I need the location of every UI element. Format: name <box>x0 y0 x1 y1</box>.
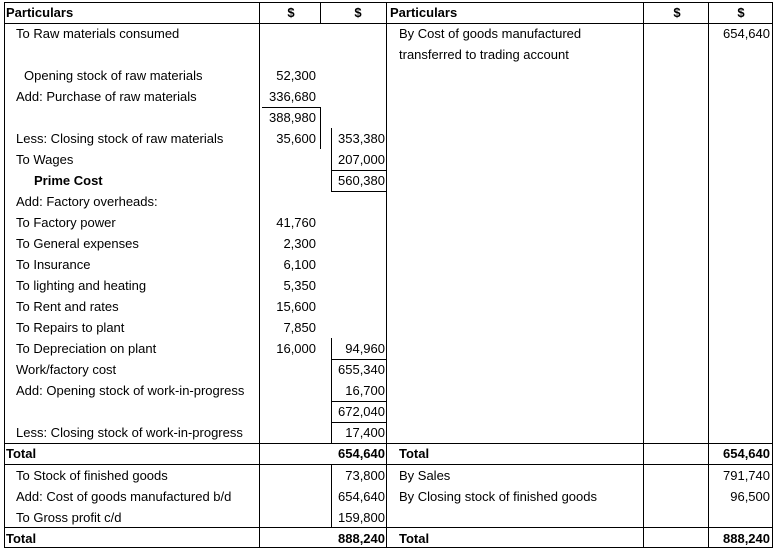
left-row-amount-col1 <box>262 380 316 401</box>
left-row-label: Add: Purchase of raw materials <box>16 89 197 104</box>
left-row-label: Add: Opening stock of work-in-progress <box>16 383 245 398</box>
header-currency-col2: $ <box>354 5 362 20</box>
left-row-amount-col1 <box>262 23 316 44</box>
left-row-amount-col2 <box>331 212 385 233</box>
left-row-label <box>16 401 258 422</box>
border-top <box>4 2 773 3</box>
left-row-amount-col1: 15,600 <box>276 299 316 314</box>
rule-above-total-1 <box>4 443 773 444</box>
left-row-amount-col1: 16,000 <box>276 341 316 356</box>
total-2-right-label: Total <box>399 531 430 546</box>
rule-under-672040 <box>331 422 387 423</box>
rule-above-total-2 <box>4 527 773 528</box>
left-row-label: Work/factory cost <box>16 362 117 377</box>
total-1-label: Total <box>6 446 37 461</box>
left-row-amount-col2 <box>331 275 385 296</box>
left-row-label: To Raw materials consumed <box>16 26 180 41</box>
left-row-amount-col2: 672,040 <box>338 404 385 419</box>
left-row-label: To Depreciation on plant <box>16 341 157 356</box>
rule-left-col2-a <box>331 128 332 191</box>
divider-col4 <box>708 2 709 548</box>
left-row-amount-col1: 336,680 <box>269 89 316 104</box>
left-row-label: Less: Closing stock of raw materials <box>16 131 224 146</box>
trading-left-cogm: Add: Cost of goods manufactured b/d <box>16 489 232 504</box>
trading-left-gross-profit: To Gross profit c/d <box>16 510 122 525</box>
trading-right-closing-stock: By Closing stock of finished goods <box>399 489 597 504</box>
left-row-amount-col2: 16,700 <box>345 383 385 398</box>
trading-right-sales: By Sales <box>399 468 451 483</box>
header-particulars-right: Particulars <box>390 5 458 20</box>
rule-under-overheads <box>331 359 387 360</box>
left-row-amount-col2 <box>331 317 385 338</box>
total-1-right-label: Total <box>399 446 430 461</box>
left-row-amount-col2 <box>331 254 385 275</box>
left-row-amount-col1: 2,300 <box>283 236 316 251</box>
left-row-amount-col1: 35,600 <box>276 131 316 146</box>
left-row-label <box>16 107 258 128</box>
left-row-label <box>16 44 258 65</box>
divider-col3 <box>643 2 644 548</box>
left-row-amount-col1: 41,760 <box>276 215 316 230</box>
left-row-label: Add: Factory overheads: <box>16 194 158 209</box>
left-row-amount-col1 <box>262 149 316 170</box>
left-row-amount-col2 <box>331 86 385 107</box>
left-row-label: Opening stock of raw materials <box>24 68 203 83</box>
left-row-amount-col2: 560,380 <box>338 173 385 188</box>
left-row-label: Prime Cost <box>34 173 103 188</box>
left-row-amount-col1 <box>262 422 316 443</box>
left-row-amount-col2: 207,000 <box>338 152 385 167</box>
total-2-amount: 888,240 <box>338 531 385 546</box>
left-row-amount-col2 <box>331 44 385 65</box>
left-row-amount-col1: 6,100 <box>283 257 316 272</box>
header-currency-col1: $ <box>287 5 295 20</box>
rule-below-total-1 <box>4 464 773 465</box>
rule-under-prime-cost <box>331 191 387 192</box>
rule-left-col2-c <box>331 464 332 527</box>
left-row-amount-col1 <box>262 44 316 65</box>
left-row-amount-col2: 94,960 <box>345 341 385 356</box>
left-row-amount-col1: 5,350 <box>283 278 316 293</box>
header-particulars-left: Particulars <box>6 5 74 20</box>
trading-right-sales-amount: 791,740 <box>723 468 770 483</box>
left-row-amount-col1: 7,850 <box>283 320 316 335</box>
left-row-amount-col1 <box>262 359 316 380</box>
rule-under-purchases <box>262 107 320 108</box>
border-bottom <box>4 547 773 548</box>
trading-left-stock: To Stock of finished goods <box>16 468 168 483</box>
left-row-amount-col2: 353,380 <box>338 131 385 146</box>
rule-left-col2-b <box>331 338 332 443</box>
left-row-amount-col1 <box>262 401 316 422</box>
border-left <box>4 2 5 548</box>
header-currency-col4: $ <box>737 5 745 20</box>
left-row-amount-col2 <box>331 107 385 128</box>
divider-col1b-header <box>320 2 321 23</box>
right-row-transferred: transferred to trading account <box>399 47 569 62</box>
left-row-label: To Factory power <box>16 215 116 230</box>
left-row-amount-col2 <box>331 191 385 212</box>
trading-left-cogm-amount: 654,640 <box>338 489 385 504</box>
total-1-right-amount: 654,640 <box>723 446 770 461</box>
left-row-amount-col2 <box>331 23 385 44</box>
left-row-amount-col1 <box>262 191 316 212</box>
left-row-label: Less: Closing stock of work-in-progress <box>16 425 243 440</box>
left-row-amount-col2: 17,400 <box>345 425 385 440</box>
total-1-amount: 654,640 <box>338 446 385 461</box>
rule-under-wages <box>331 170 387 171</box>
left-row-amount-col2: 655,340 <box>338 362 385 377</box>
left-row-amount-col2 <box>331 233 385 254</box>
left-row-label: To lighting and heating <box>16 278 147 293</box>
trading-left-gross-profit-amount: 159,800 <box>338 510 385 525</box>
right-row-cost-goods-amount: 654,640 <box>723 26 770 41</box>
left-row-label: To General expenses <box>16 236 139 251</box>
header-currency-col3: $ <box>673 5 681 20</box>
left-row-label: To Wages <box>16 152 74 167</box>
border-right <box>772 2 773 548</box>
left-row-amount-col1: 388,980 <box>269 110 316 125</box>
trading-right-closing-stock-amount: 96,500 <box>730 489 770 504</box>
left-row-amount-col1 <box>262 170 316 191</box>
trading-left-stock-amount: 73,800 <box>345 468 385 483</box>
rule-under-opening-wip <box>331 401 387 402</box>
left-row-label: To Repairs to plant <box>16 320 125 335</box>
left-row-amount-col1: 52,300 <box>276 68 316 83</box>
left-row-label: To Rent and rates <box>16 299 119 314</box>
header-underline <box>4 23 773 24</box>
divider-col1 <box>259 2 260 548</box>
right-row-cost-goods: By Cost of goods manufactured <box>399 26 582 41</box>
total-2-right-amount: 888,240 <box>723 531 770 546</box>
left-row-amount-col2 <box>331 65 385 86</box>
divider-col2 <box>386 2 387 548</box>
left-row-amount-col2 <box>331 296 385 317</box>
left-row-label: To Insurance <box>16 257 91 272</box>
rule-box-388980 <box>320 107 321 149</box>
total-2-label: Total <box>6 531 37 546</box>
